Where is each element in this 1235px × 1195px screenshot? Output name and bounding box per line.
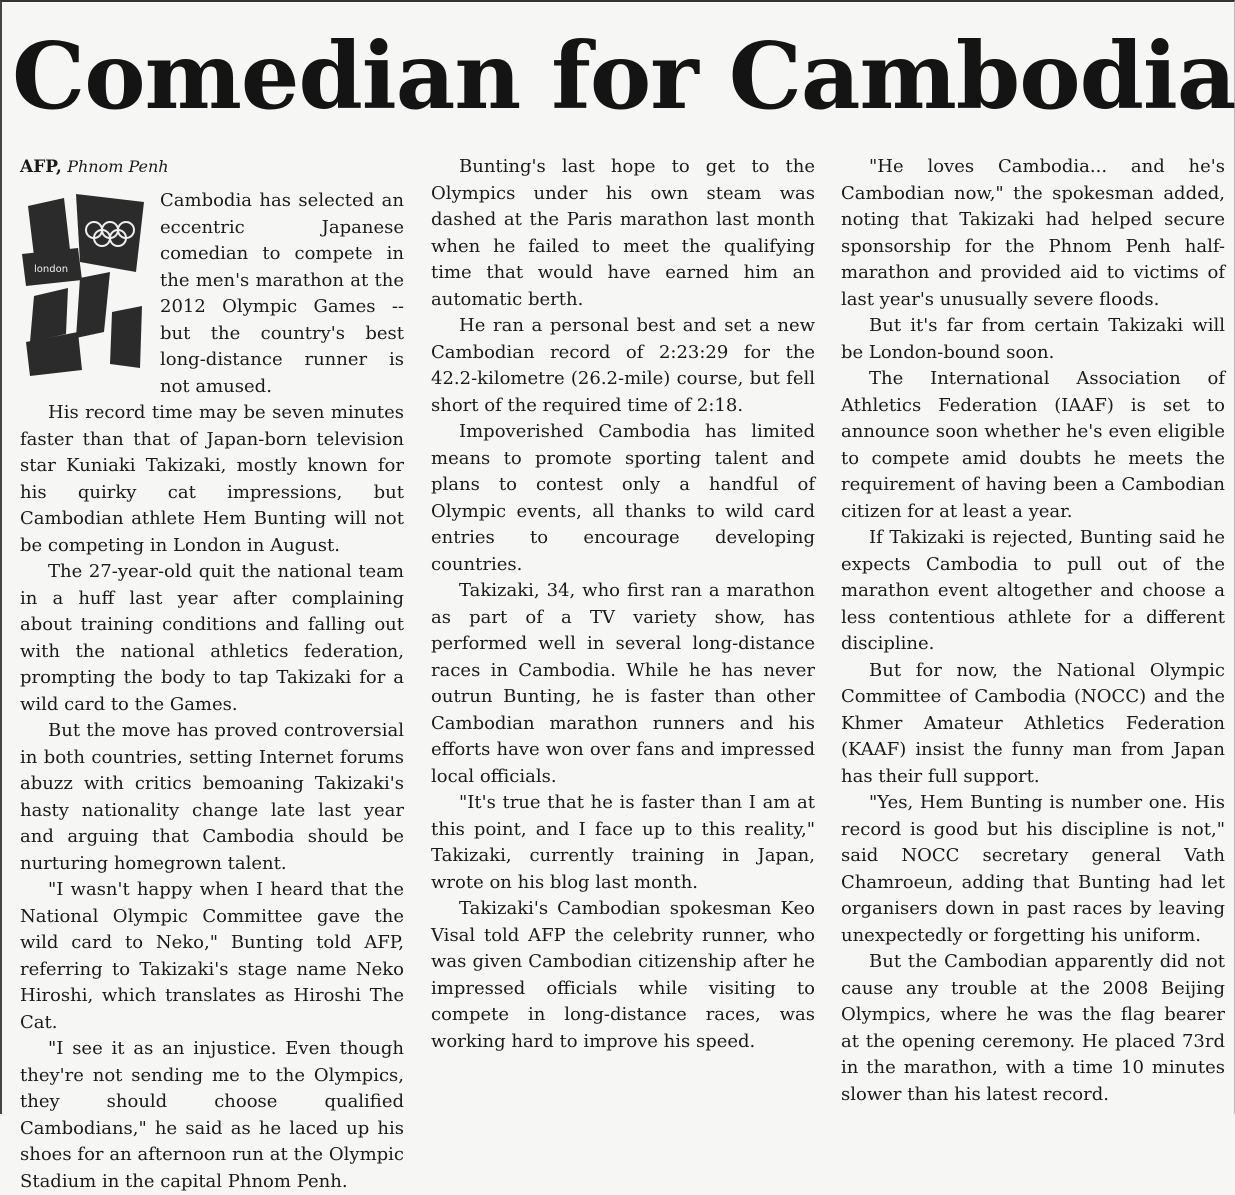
- paragraph: Bunting's last hope to get to the Olympics under his own steam was dashed at the Paris marathon last month when he failed to meet the qualifying time that would have earned him an automatic berth.: [431, 156, 815, 310]
- paragraph: He ran a personal best and set a new Cambodian record of 2:23:29 for the 42.2-kilometre (26.2-mile) course, but fell short of the required time of 2:18.: [431, 315, 815, 416]
- paragraph: The 27-year-old quit the national team in a huff last year after complaining about training conditions and falling out with the national athletics federation, prompting the body to tap Takizaki for a wild card to the Games.: [20, 561, 404, 715]
- paragraph: "He loves Cambodia... and he's Cambodian now," the spokesman added, noting that Takizaki had helped secure sponsorship for the Phnom Penh half-marathon and provided aid to victims of last year's unusually severe floods.: [841, 156, 1225, 310]
- article-column-3: [841, 154, 1225, 1104]
- paragraph: Cambodia has selected an eccentric Japanese comedian to compete in the men's marathon at the 2012 Olympic Games -- but the country's best long-distance runner is not amused.: [160, 190, 404, 397]
- paragraph: Takizaki, 34, who first ran a marathon as part of a TV variety show, has performed well in several long-distance races in Cambodia. While he has never outrun Bunting, he is faster than other Cambodian marathon runners and his efforts have won over fans and impressed local officials.: [431, 580, 815, 787]
- paragraph: "I see it as an injustice. Even though they're not sending me to the Olympics, they should choose qualified Cambodians," he said as he laced up his shoes for an afternoon run at the Olympic Stadium in the capital Phnom Penh.: [20, 1038, 404, 1192]
- byline-place: Phnom Penh: [67, 157, 169, 176]
- paragraph: Takizaki's Cambodian spokesman Keo Visal told AFP the celebrity runner, who was given Cambodian citizenship after he impressed officials while visiting to compete in long-distance races, was working hard to improve his speed.: [431, 898, 815, 1052]
- paragraph: But it's far from certain Takizaki will be London-bound soon.: [841, 315, 1225, 363]
- logo-text: london: [34, 264, 69, 275]
- paragraph: But the Cambodian apparently did not cause any trouble at the 2008 Beijing Olympics, where he was the flag bearer at the opening ceremony. He placed 73rd in the marathon, with a time 10 minutes slower than his latest record.: [841, 951, 1225, 1105]
- paragraph: But for now, the National Olympic Committee of Cambodia (NOCC) and the Khmer Amateur Athletics Federation (KAAF) insist the funny man from Japan has their full support.: [841, 659, 1225, 787]
- paragraph: "It's true that he is faster than I am at this point, and I face up to this reality," Takizaki, currently training in Japan, wrote on his blog last month.: [431, 792, 815, 893]
- article-column-2: [431, 154, 815, 1104]
- byline: [20, 154, 404, 180]
- paragraph: "Yes, Hem Bunting is number one. His record is good but his discipline is not," said NOCC secretary general Vath Chamroeun, adding that Bunting had let organisers down in past races by leaving unexpectedly or forgetting his uniform.: [841, 792, 1225, 946]
- article-column-1: [20, 154, 404, 1192]
- paragraph: Impoverished Cambodia has limited means to promote sporting talent and plans to contest only a handful of Olympic events, all thanks to wild card entries to encourage developing countries.: [431, 421, 815, 575]
- headline: Comedian for Cambodia: [12, 22, 1235, 130]
- paragraph: But the move has proved controversial in both countries, setting Internet forums abuzz with critics bemoaning Takizaki's hasty nationality change late last year and arguing that Cambodia should be nurturing homegrown talent.: [20, 720, 404, 874]
- byline-agency: AFP,: [20, 157, 62, 177]
- london-2012-logo: [20, 192, 146, 378]
- paragraph: His record time may be seven minutes faster than that of Japan-born television star Kuniaki Takizaki, mostly known for his quirky cat impressions, but Cambodian athlete Hem Bunting will not be competing in London in August.: [20, 402, 404, 556]
- paragraph: The International Association of Athletics Federation (IAAF) is set to announce soon whether he's even eligible to compete amid doubts he meets the requirement of having been a Cambodian citizen for at least a year.: [841, 368, 1225, 522]
- paragraph: "I wasn't happy when I heard that the National Olympic Committee gave the wild card to Neko," Bunting told AFP, referring to Takizaki's stage name Neko Hiroshi, which translates as Hiroshi The Cat.: [20, 879, 404, 1033]
- london-2012-logo-graphic: [20, 192, 146, 378]
- paragraph: If Takizaki is rejected, Bunting said he expects Cambodia to pull out of the marathon event altogether and choose a less contentious athlete for a different discipline.: [841, 527, 1225, 654]
